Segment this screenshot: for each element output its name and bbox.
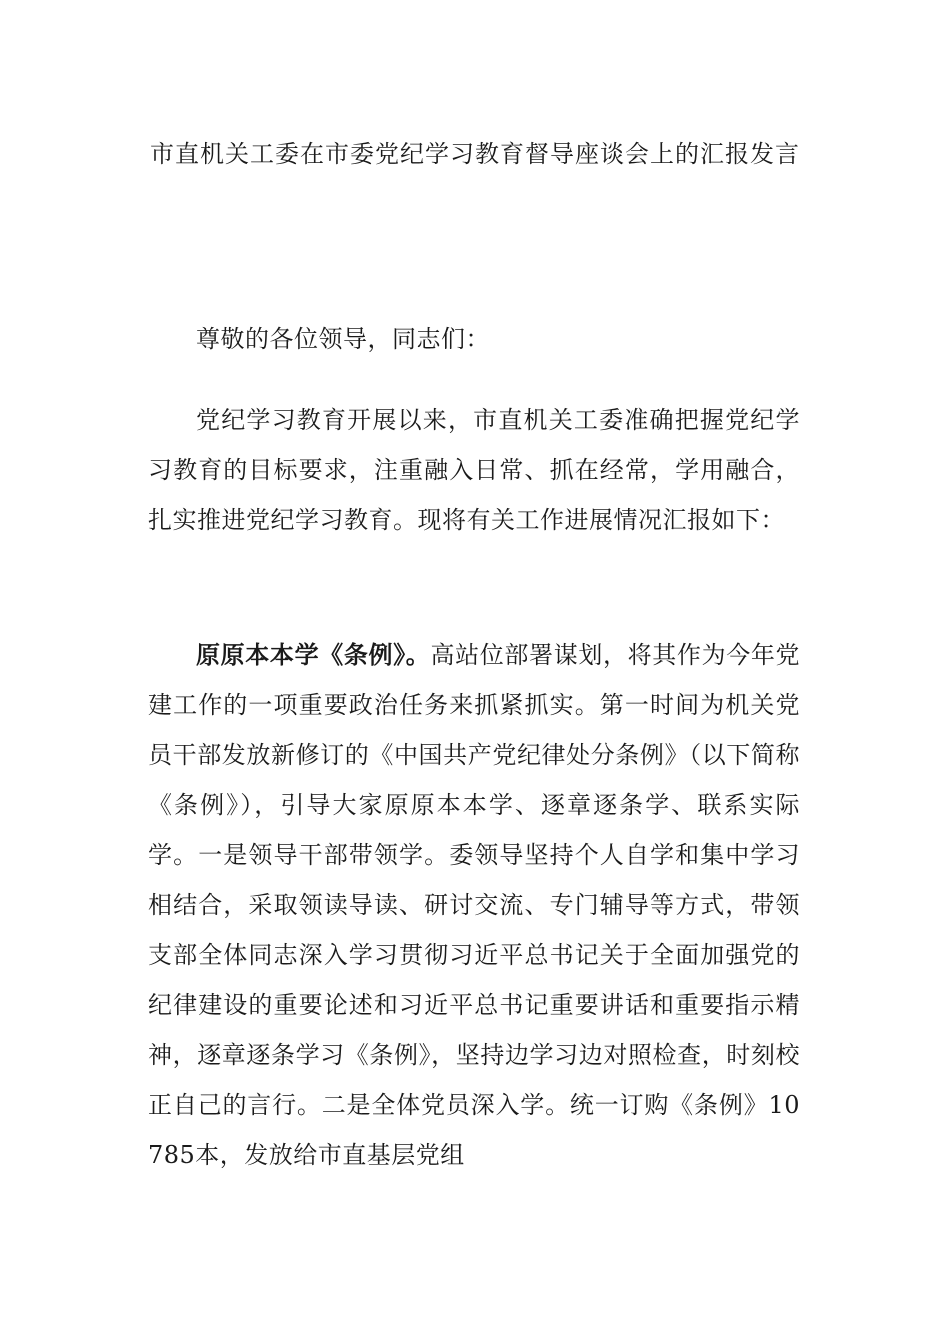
salutation: 尊敬的各位领导，同志们： <box>196 325 490 353</box>
section-1-body: 高站位部署谋划，将其作为今年党建工作的一项重要政治任务来抓紧抓实。第一时间为机关党员干部发放新修订的《中国共产党纪律处分条例》（以下简称《条例》），引导大家原原本本学、逐章逐条学、联系实际学。一是领导干部带领学。委领导坚持个人自学和集中学习相结合，采取领读导读、研讨交流、专门辅导等方式，带领支部全体同志深入学习贯彻习近平总书记关于全面加强党的纪律建设的重要论述和习近平总书记重要讲话和重要指示精神，逐章逐条学习《条例》，坚持边学习边对照检查，时刻校正自己的言行。二是全体党员深入学。统一订购《条例》10785本，发放给市直基层党组 <box>148 641 801 1169</box>
intro-paragraph: 党纪学习教育开展以来，市直机关工委准确把握党纪学习教育的目标要求，注重融入日常、抓在经常，学用融合，扎实推进党纪学习教育。现将有关工作进展情况汇报如下： <box>148 406 800 534</box>
document-title: 市直机关工委在市委党纪学习教育督导座谈会上的汇报发言 <box>150 140 800 168</box>
section-1-heading: 原原本本学《条例》。 <box>196 640 431 669</box>
section-1-paragraph <box>148 630 800 1180</box>
